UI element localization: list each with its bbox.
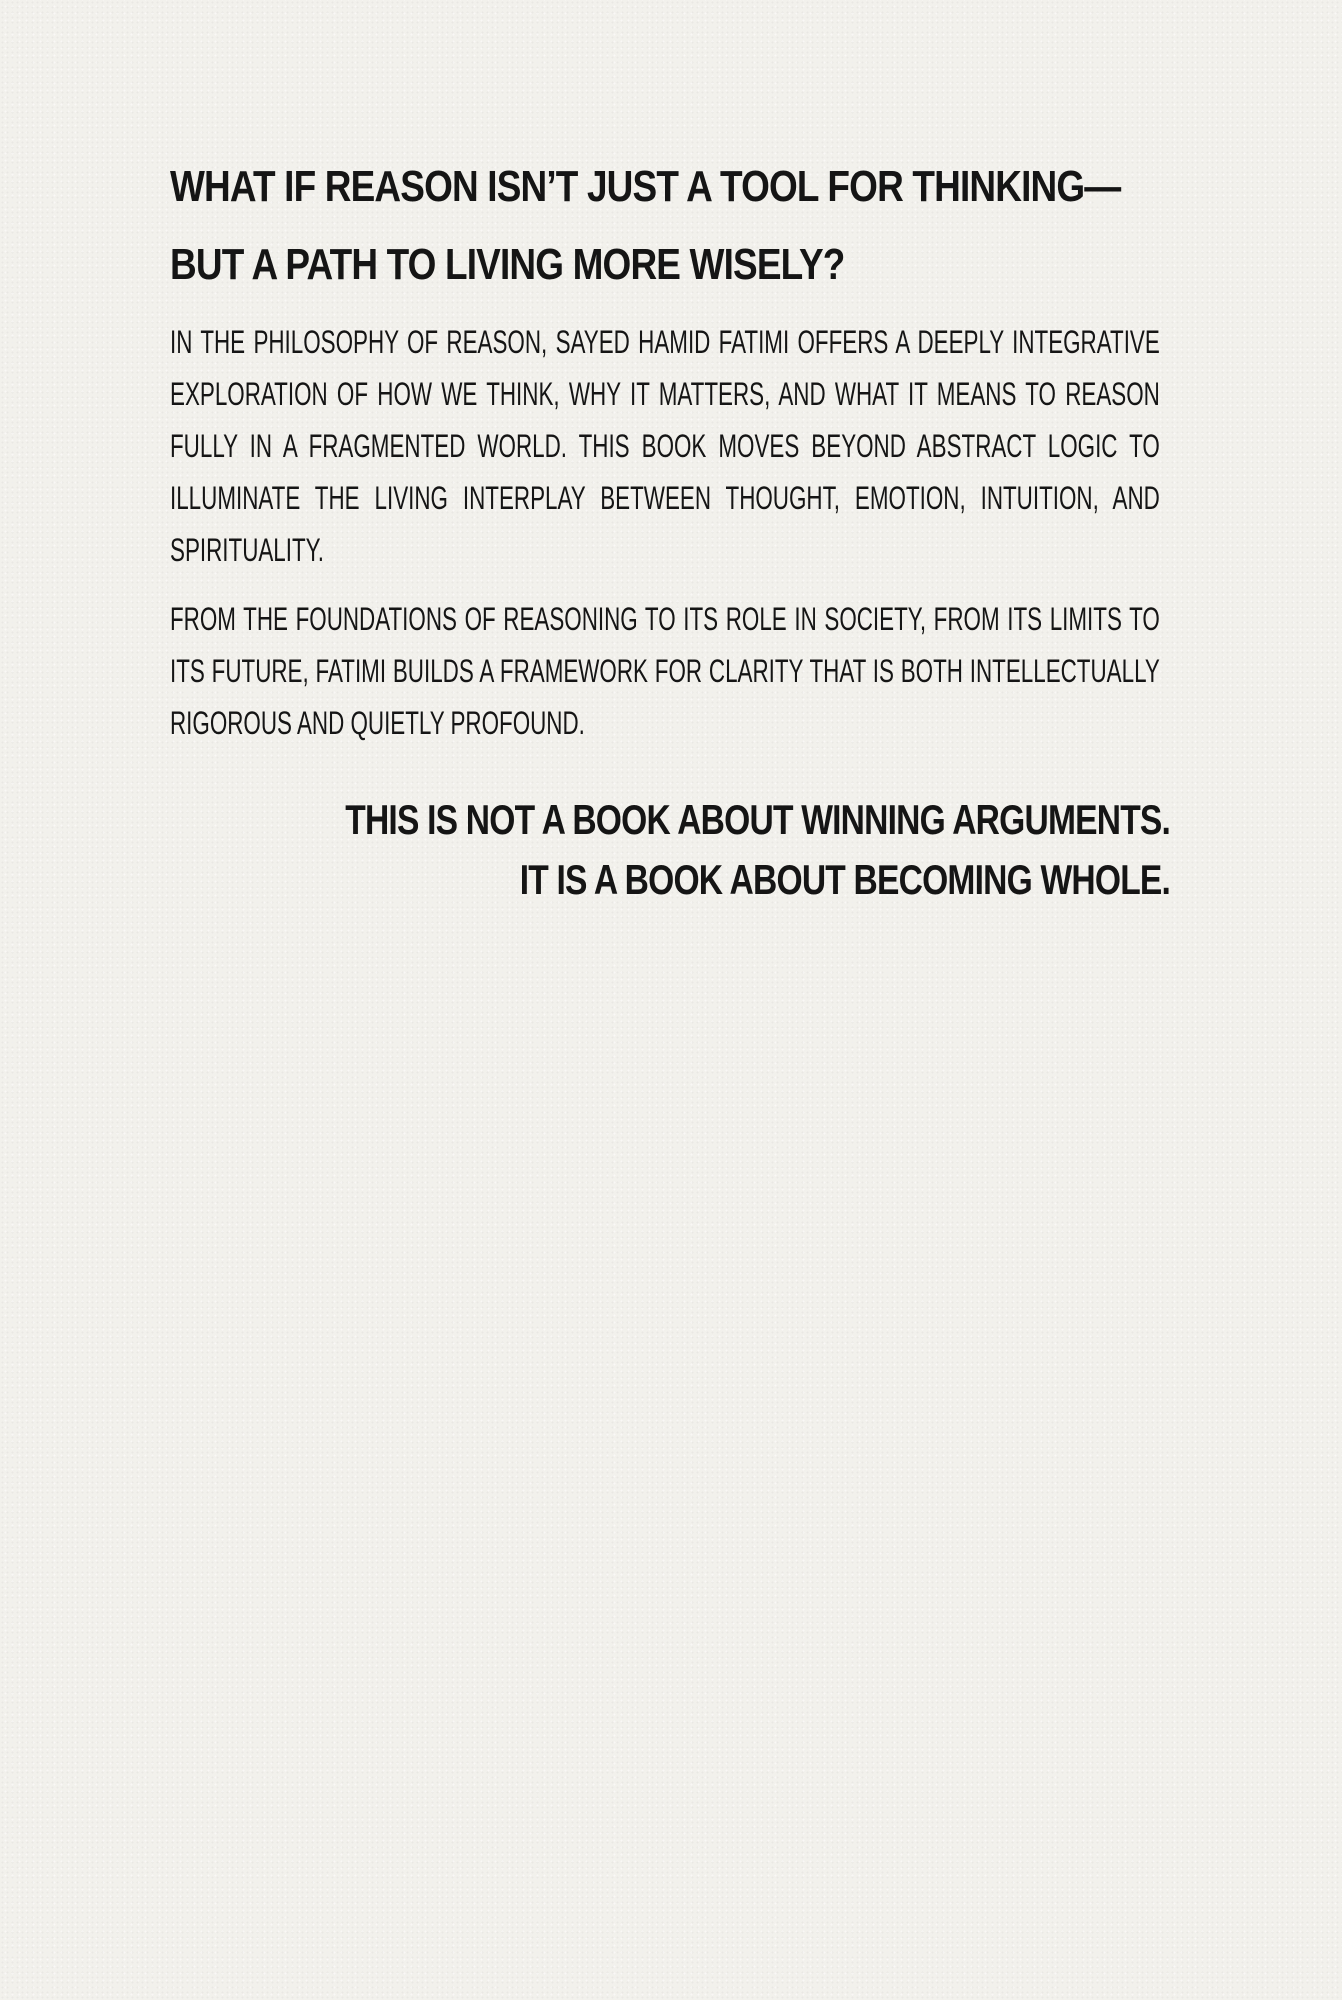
description-paragraph-2: FROM THE FOUNDATIONS OF REASONING TO ITS ROLE IN SOCIETY, FROM ITS LIMITS TO ITS FUTURE, FATIMI BUILDS A FRAMEWORK FOR CLARITY THAT IS BOTH INTELLECTUALLY RIGOROUS AND QUIETLY PROFOUND. <box>170 601 1160 741</box>
tagline-line-2: IT IS A BOOK ABOUT BECOMING WHOLE. <box>519 856 1170 903</box>
description-paragraph-1: IN THE PHILOSOPHY OF REASON, SAYED HAMID FATIMI OFFERS A DEEPLY INTEGRATIVE EXPLORATION OF HOW WE THINK, WHY IT MATTERS, AND WHAT IT MEANS TO REASON FULLY IN A FRAGMENTED WORLD. THIS BOOK MOVES BEYOND ABSTRACT LOGIC TO ILLUMINATE THE LIVING INTERPLAY BETWEEN THOUGHT, EMOTION, INTUITION, AND SPIRITUALITY. <box>170 324 1160 568</box>
closing-tagline <box>345 790 1170 910</box>
headline <box>170 148 1161 304</box>
tagline-line-1: THIS IS NOT A BOOK ABOUT WINNING ARGUMENTS. <box>345 796 1170 843</box>
headline-line-2: BUT A PATH TO LIVING MORE WISELY? <box>170 240 845 289</box>
blurb-block <box>170 148 1160 749</box>
headline-line-1: WHAT IF REASON ISN’T JUST A TOOL FOR THINKING— <box>170 162 1121 211</box>
